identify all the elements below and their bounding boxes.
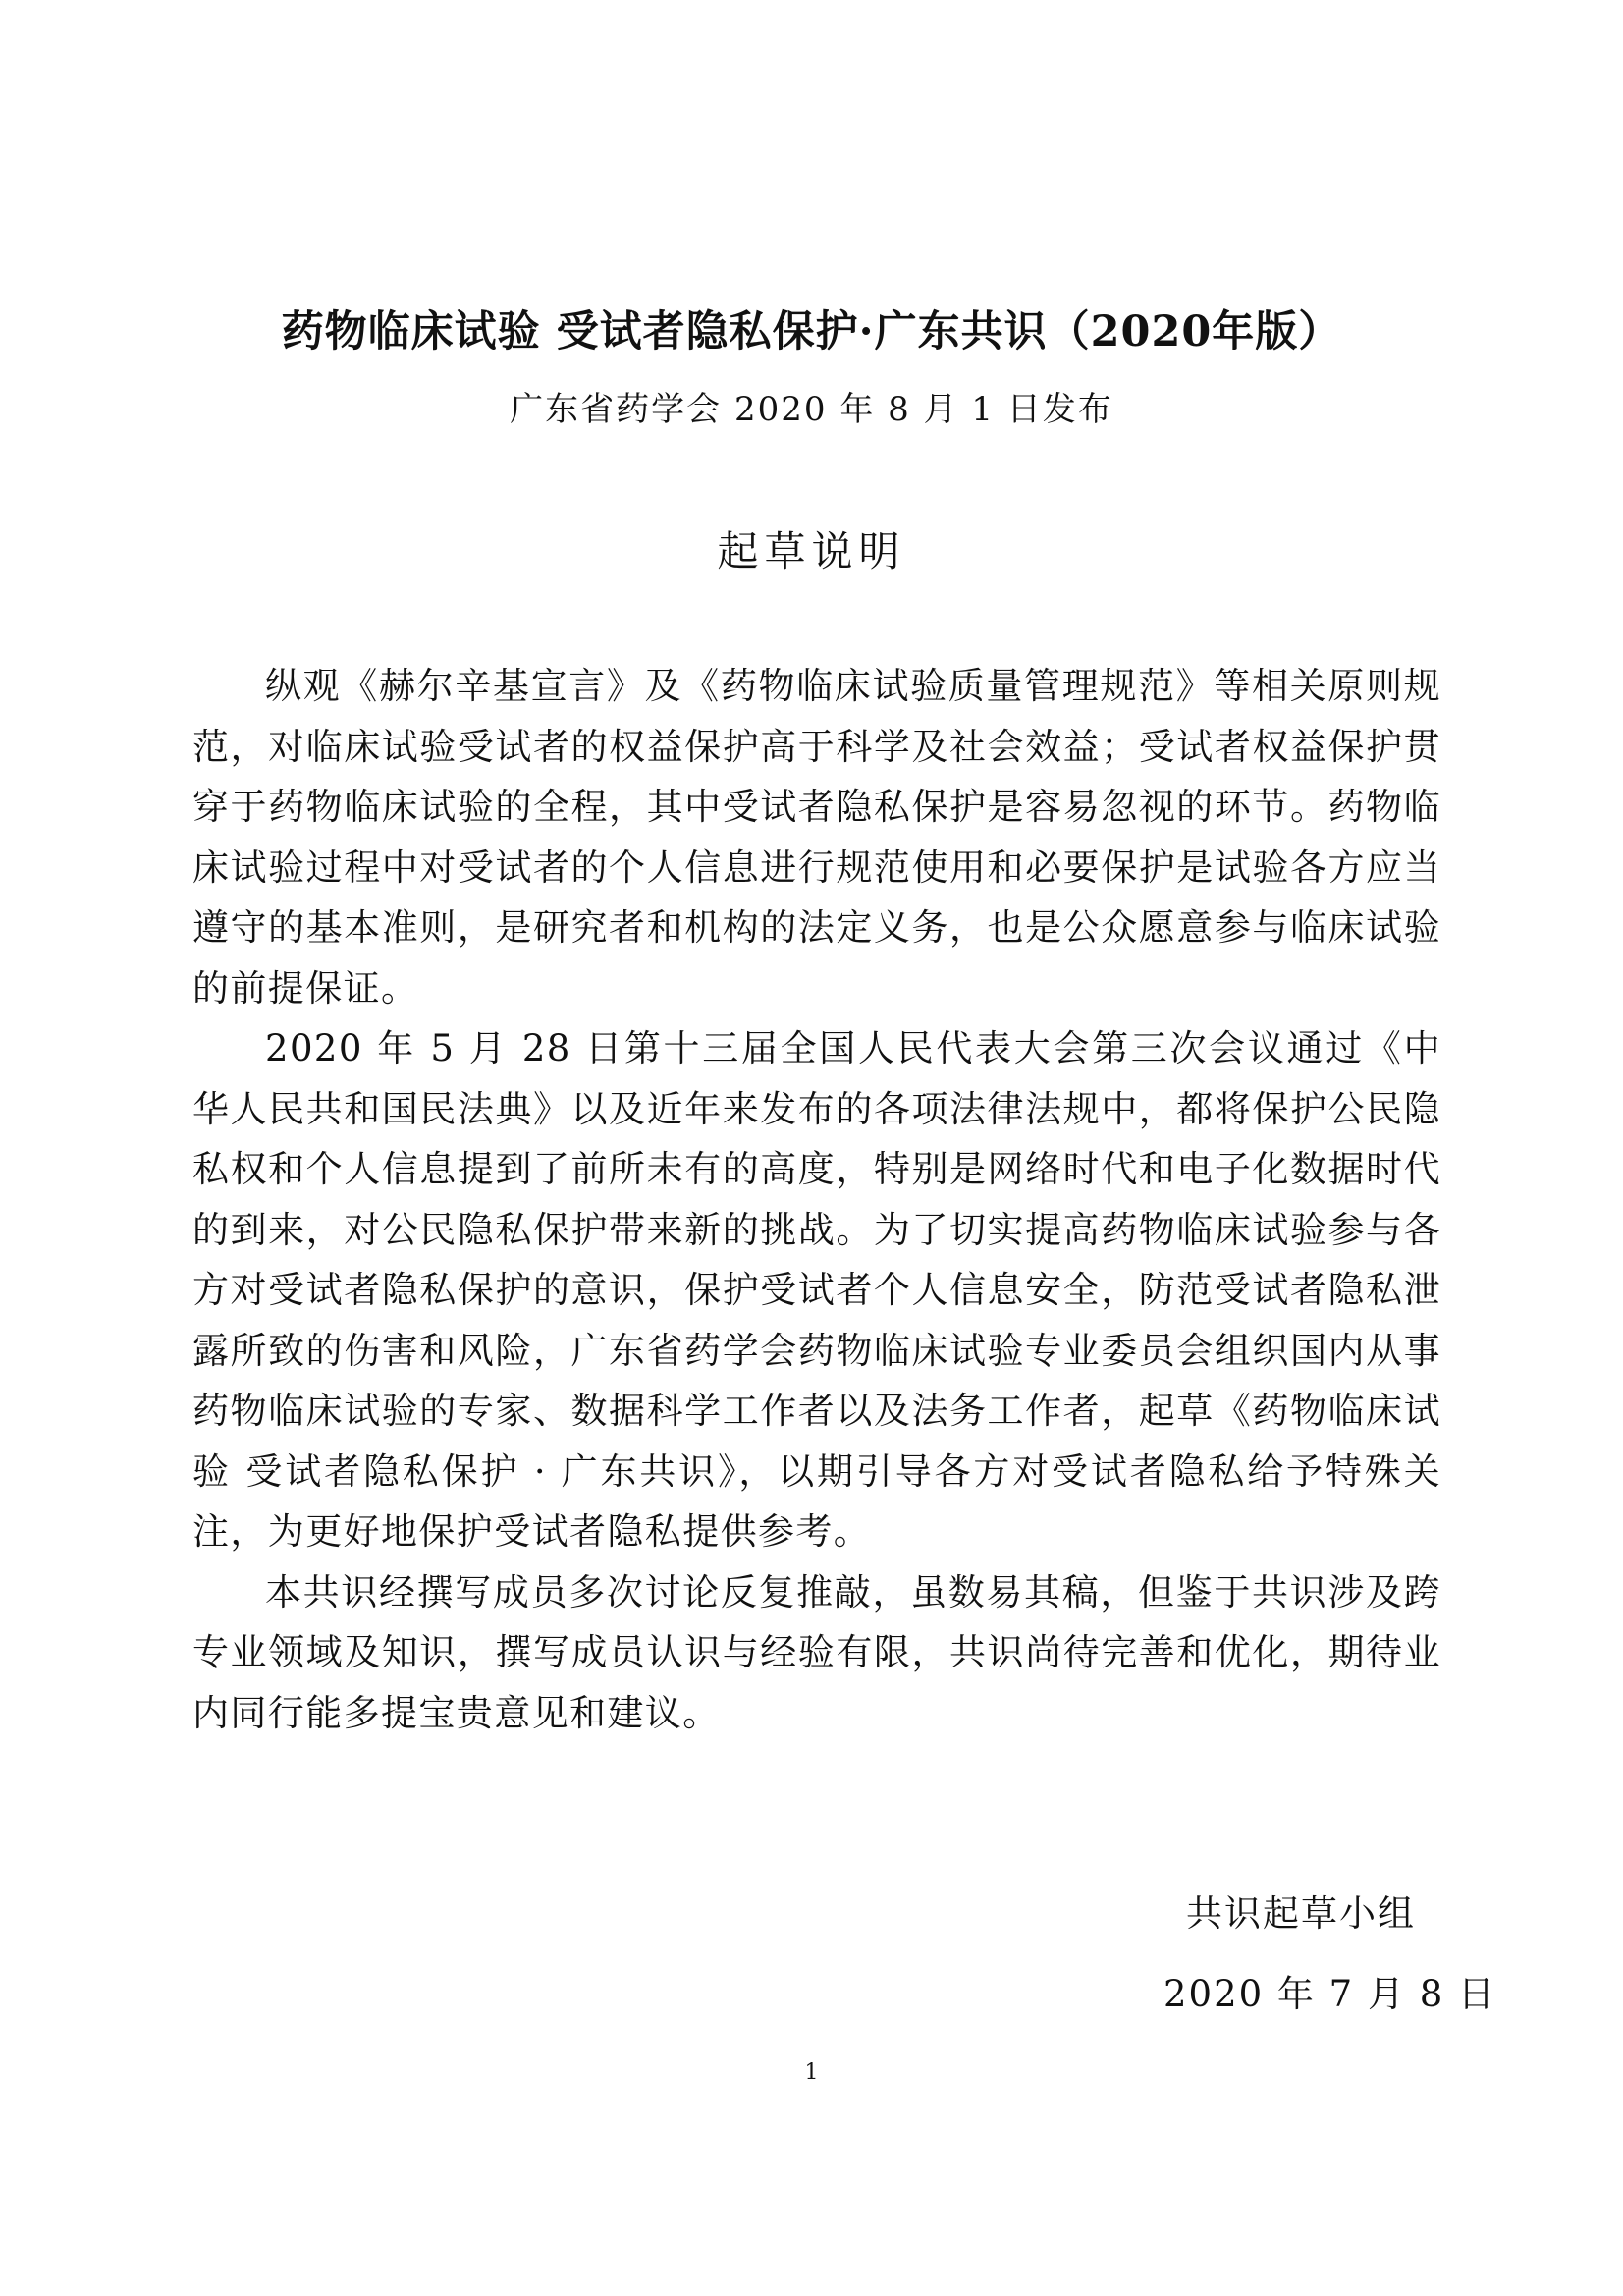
paragraph-2: 2020 年 5 月 28 日第十三届全国人民代表大会第三次会议通过《中华人民共和国民法典》以及近年来发布的各项法律法规中，都将保护公民隐私权和个人信息提到了前所未有的高度，特别是网络时代和电子化数据时代的到来，对公民隐私保护带来新的挑战。为了切实提高药物临床试验参与各方对受试者隐私保护的意识，保护受试者个人信息安全，防范受试者隐私泄露所致的伤害和风险，广东省药学会药物临床试验专业委员会组织国内从事药物临床试验的专家、数据科学工作者以及法务工作者，起草《药物临床试验 受试者隐私保护 · 广东共识》，以期引导各方对受试者隐私给予特殊关注，为更好地保护受试者隐私提供参考。: [192, 1027, 1441, 1553]
signature-group: 共识起草小组: [1186, 1892, 1416, 1935]
section-heading: 起草说明: [717, 527, 906, 575]
paragraph-1: 纵观《赫尔辛基宣言》及《药物临床试验质量管理规范》等相关原则规范，对临床试验受试者的权益保护高于科学及社会效益；受试者权益保护贯穿于药物临床试验的全程，其中受试者隐私保护是容易忽视的环节。药物临床试验过程中对受试者的个人信息进行规范使用和必要保护是试验各方应当遵守的基本准则，是研究者和机构的法定义务，也是公众愿意参与临床试验的前提保证。: [192, 665, 1441, 1010]
document-title: 药物临床试验 受试者隐私保护·广东共识（2020年版）: [281, 307, 1342, 356]
document-body: [192, 656, 1441, 1743]
document-subtitle: 广东省药学会 2020 年 8 月 1 日发布: [510, 390, 1113, 429]
page-number: 1: [804, 2060, 819, 2085]
paragraph-3: 本共识经撰写成员多次讨论反复推敲，虽数易其稿，但鉴于共识涉及跨专业领域及知识，撰写成员认识与经验有限，共识尚待完善和优化，期待业内同行能多提宝贵意见和建议。: [192, 1570, 1441, 1734]
signature-date: 2020 年 7 月 8 日: [1163, 1973, 1497, 2015]
